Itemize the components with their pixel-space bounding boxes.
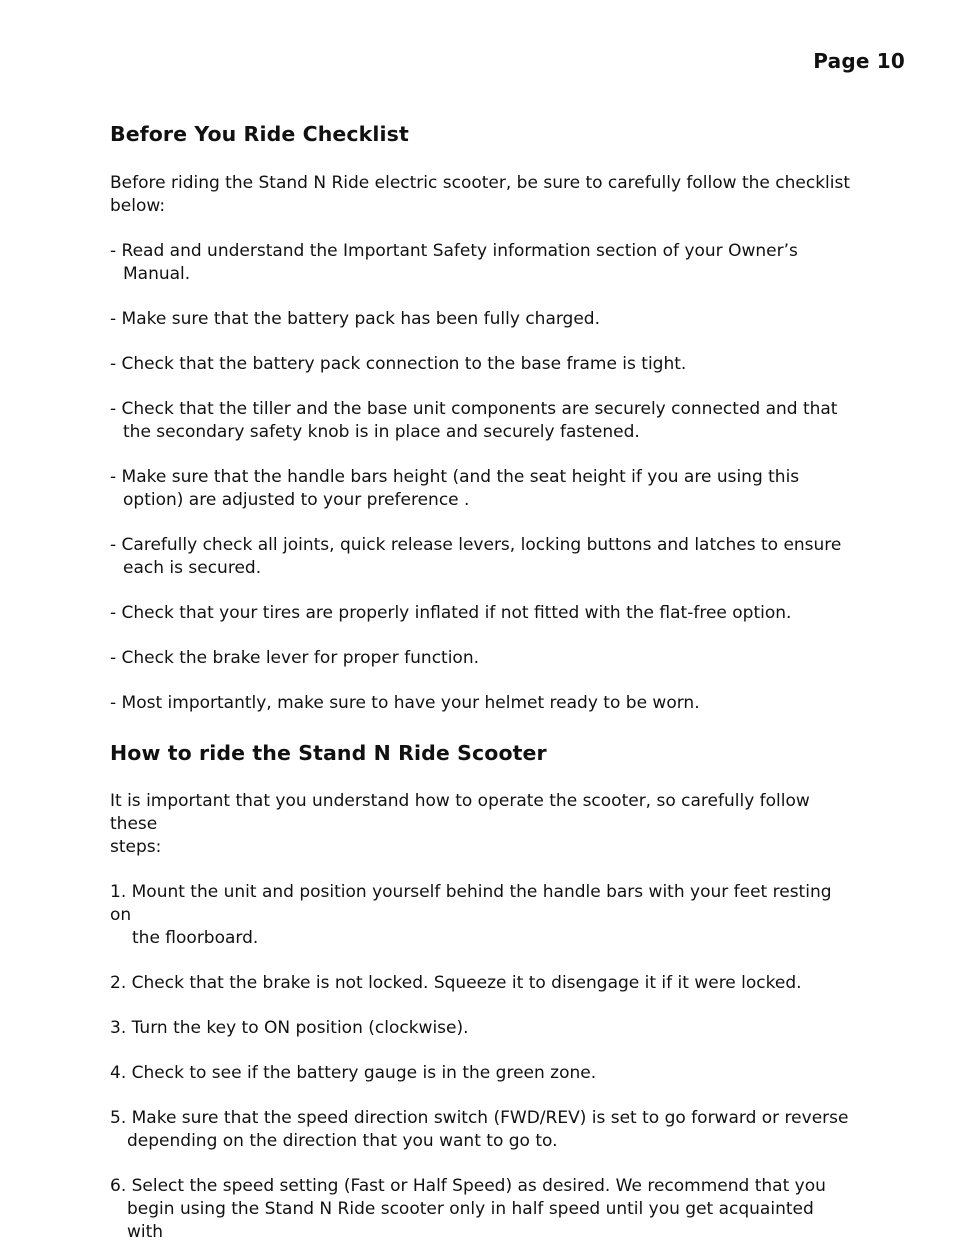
step-item-line-1: 2. Check that the brake is not locked. Squeeze it to disengage it if it were locked. [110,973,802,993]
checklist-item [110,692,850,715]
step-item-line-1: 3. Turn the key to ON position (clockwise). [110,1018,469,1038]
checklist-heading: Before You Ride Checklist [110,122,409,146]
step-item-line-1: 4. Check to see if the battery gauge is in the green zone. [110,1063,597,1083]
howto-intro [110,790,850,859]
checklist-item-line-1: - Check the brake lever for proper function. [110,648,480,668]
checklist-item [110,308,850,331]
checklist-item [110,353,850,376]
checklist-item-line-1: - Make sure that the handle bars height (and the seat height if you are using this [110,467,800,487]
checklist-item-line-1: - Check that the tiller and the base unit components are securely connected and that [110,399,838,419]
step-item-line-1: 1. Mount the unit and position yourself behind the handle bars with your feet resting on [110,882,832,925]
checklist-item-line-1: - Check that your tires are properly inflated if not fitted with the flat-free option. [110,603,792,623]
step-item-line-2: the floorboard. [132,928,259,948]
checklist-item-line-2: option) are adjusted to your preference . [123,490,470,510]
step-item [110,1107,850,1153]
checklist-item [110,240,850,286]
checklist-intro-line-2: below: [110,196,166,216]
checklist-item [110,466,850,512]
howto-intro-line-1: It is important that you understand how to operate the scooter, so carefully follow these [110,791,810,834]
page-number: Page 10 [813,49,905,73]
howto-intro-line-2: steps: [110,837,162,857]
step-item [110,972,850,995]
checklist-item-line-1: - Check that the battery pack connection to the base frame is tight. [110,354,687,374]
step-item [110,1062,850,1085]
checklist-item [110,534,850,580]
checklist-intro [110,172,850,218]
checklist-item-line-1: - Carefully check all joints, quick release levers, locking buttons and latches to ensure [110,535,842,555]
checklist-item-line-1: - Most importantly, make sure to have your helmet ready to be worn. [110,693,700,713]
checklist-item-line-1: - Make sure that the battery pack has been fully charged. [110,309,601,329]
checklist-item-line-2: each is secured. [123,558,262,578]
step-item [110,881,850,950]
step-item-line-2: begin using the Stand N Ride scooter only in half speed until you get acquainted with [127,1199,814,1242]
step-item-line-1: 6. Select the speed setting (Fast or Half Speed) as desired. We recommend that you [110,1176,826,1196]
checklist-item [110,398,850,444]
checklist-item [110,602,850,625]
page-content [110,120,850,1244]
step-item-line-1: 5. Make sure that the speed direction switch (FWD/REV) is set to go forward or reverse [110,1108,849,1128]
step-item [110,1175,850,1244]
checklist-item-line-1: - Read and understand the Important Safety information section of your Owner’s [110,241,798,261]
step-item-line-2: depending on the direction that you want to go to. [127,1131,558,1151]
checklist-item-line-2: Manual. [123,264,191,284]
howto-heading: How to ride the Stand N Ride Scooter [110,741,547,765]
checklist-item-line-2: the secondary safety knob is in place and securely fastened. [123,422,640,442]
checklist-item [110,647,850,670]
step-item [110,1017,850,1040]
checklist-intro-line-1: Before riding the Stand N Ride electric scooter, be sure to carefully follow the checklist [110,173,851,193]
